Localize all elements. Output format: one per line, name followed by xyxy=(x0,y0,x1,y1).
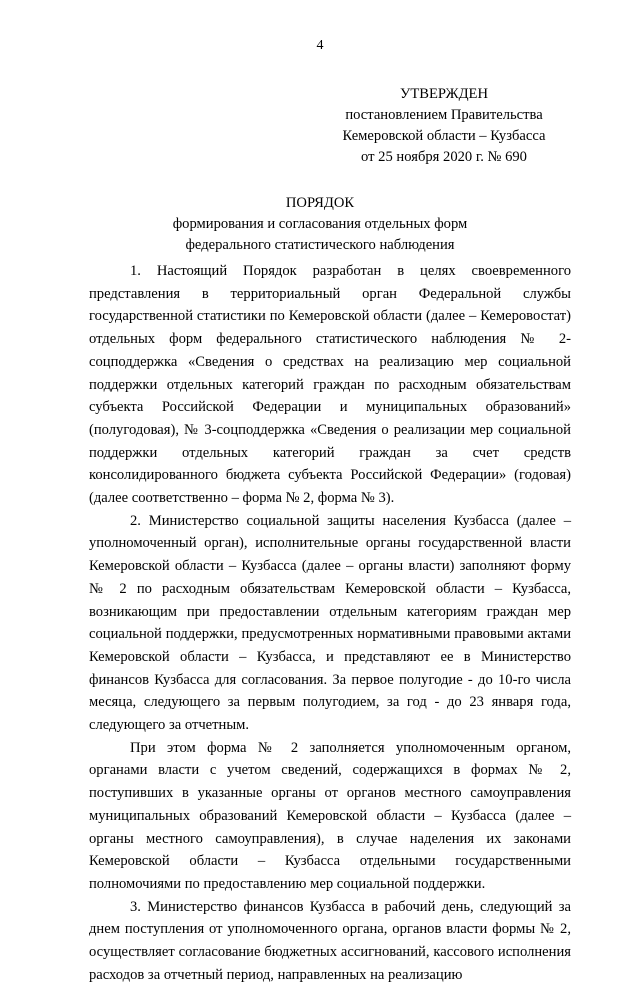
paragraph-2: 2. Министерство социальной защиты населения Кузбасса (далее – уполномоченный орган), исполнительные органы государственной власти Кемеровской области – Кузбасса (далее – органы власти) заполняют форму № 2 по расходным обязательствам Кемеровской области – Кузбасса, возникающим при предоставлении отдельным категориям граждан мер социальной поддержки, предусмотренных нормативными правовыми актами Кемеровской области – Кузбасса, и представляют ее в Министерство финансов Кузбасса для согласования. За первое полугодие - до 10-го числа месяца, следующего за первым полугодием, за год - до 23 января года, следующего за отчетным. xyxy=(89,512,571,734)
approval-stamp-block xyxy=(318,84,570,168)
approval-line-1: постановлением Правительства xyxy=(345,107,543,123)
document-title-block xyxy=(70,193,570,256)
document-title: ПОРЯДОК xyxy=(285,195,355,211)
paragraph-3: При этом форма № 2 заполняется уполномоченным органом, органами власти с учетом сведений, содержащихся в формах № 2, поступивших в указанные органы от органов местного самоуправления муниципальных образований Кемеровской области – Кузбасса (далее – органы местного самоуправления), в случае наделения их законами Кемеровской области – Кузбасса отдельными государственными полномочиями по предоставлению мер социальной поддержки. xyxy=(89,739,571,892)
document-subtitle-line-1: формирования и согласования отдельных форм xyxy=(172,216,468,232)
paragraph-4: 3. Министерство финансов Кузбасса в рабочий день, следующий за днем поступления от уполномоченного органа, органов власти формы № 2, осуществляет согласование бюджетных ассигнований, кассового исполнения расходов за отчетный период, направленных на реализацию xyxy=(89,898,571,983)
approval-line-3: от 25 ноября 2020 г. № 690 xyxy=(361,149,527,165)
document-body xyxy=(89,260,571,987)
paragraph-1: 1. Настоящий Порядок разработан в целях своевременного представления в территориальный орган Федеральной службы государственной статистики по Кемеровской области (далее – Кемеровостат) отдельных форм федерального статистического наблюдения № 2-соцподдержка «Сведения о средствах на реализацию мер социальной поддержки отдельных категорий граждан по расходным обязательствам субъекта Российской Федерации и муниципальных образований» (полугодовая), № 3-соцподдержка «Сведения о реализации мер социальной поддержки отдельных категорий граждан за счет средств консолидированного бюджета субъекта Российской Федерации» (годовая) (далее соответственно – форма № 2, форма № 3). xyxy=(89,263,571,507)
page-number: 4 xyxy=(316,38,324,53)
document-subtitle-line-2: федерального статистического наблюдения xyxy=(185,237,455,253)
approval-line-2: Кемеровской области – Кузбасса xyxy=(342,128,546,144)
approval-heading: УТВЕРЖДЕН xyxy=(400,86,488,102)
